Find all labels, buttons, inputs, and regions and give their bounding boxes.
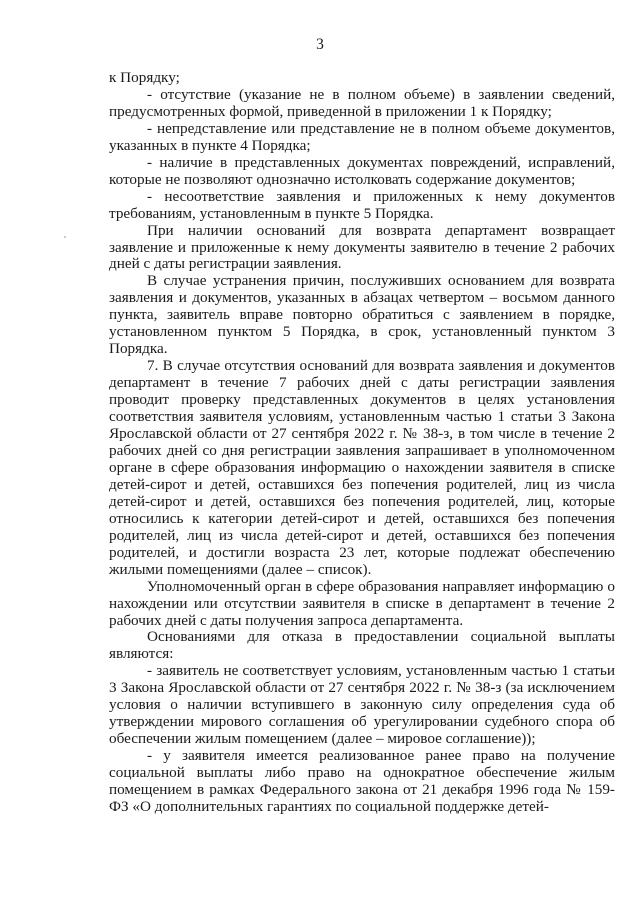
paragraph-damage: - наличие в представленных документах повреждений, исправлений, которые не позволяют однозначно истолковать содержание документов; (109, 153, 615, 188)
paragraph-cont: к Порядку; (109, 69, 180, 86)
document-body (109, 70, 615, 816)
paragraph-noncomply: - заявитель не соответствует условиям, установленным частью 1 статьи 3 Закона Ярославской области от 27 сентября 2022 г. № 38-з (за исключением условия о наличии вступившего в законную силу определения суда об утверждении мирового соглашения об урегулировании судебного спора об обеспечении жилым помещением (далее – мировое соглашение)); (109, 662, 615, 748)
scan-speck (64, 236, 66, 238)
page-number: 3 (316, 36, 324, 53)
paragraph-absence: - отсутствие (указание не в полном объеме) в заявлении сведений, предусмотренных формой, приведенной в приложении 1 к Порядку; (109, 85, 615, 120)
paragraph-realized: - у заявителя имеется реализованное ранее право на получение социальной выплаты либо право на однократное обеспечение жилым помещением в рамках Федерального закона от 21 декабря 1996 года № 159-ФЗ «О дополнительных гарантиях по социальной поддержке детей- (109, 747, 615, 815)
paragraph-nonsubmission: - непредставление или представление не в полном объеме документов, указанных в пункте 4 Порядка; (109, 119, 615, 154)
paragraph-return: При наличии оснований для возврата департамент возвращает заявление и приложенные к нему документы заявителю в течение 2 рабочих дней с даты регистрации заявления. (109, 221, 615, 273)
paragraph-refusal: Основаниями для отказа в предоставлении социальной выплаты являются: (109, 628, 615, 663)
paragraph-elimination: В случае устранения причин, послуживших основанием для возврата заявления и документов, указанных в абзацах четвертом – восьмом данного пункта, заявитель вправе повторно обратиться с заявлением в порядке, установленном пунктом 5 Порядка, в срок, установленный пунктом 3 Порядка. (109, 272, 615, 358)
paragraph-nonconformity: - несоответствие заявления и приложенных к нему документов требованиям, установленным в пункте 5 Порядка. (109, 187, 615, 222)
paragraph-item7: 7. В случае отсутствия оснований для возврата заявления и документов департамент в течение 7 рабочих дней с даты регистрации заявления проводит проверку представленных документов в целях установления соответствия заявителя условиям, установленным частью 1 статьи 3 Закона Ярославской области от 27 сентября 2022 г. № 38-з, в том числе в течение 2 рабочих дней со дня регистрации заявления запрашивает в уполномоченном органе в сфере образования информацию о нахождении заявителя в списке детей-сирот и детей, оставшихся без попечения родителей, лиц из числа детей-сирот и детей, оставшихся без попечения родителей, лиц, которые относились к категории детей-сирот и детей, оставшихся без попечения родителей, лиц из числа детей-сирот и детей, оставшихся без попечения родителей, и достигли возраста 23 лет, которые подлежат обеспечению жилыми помещениями (далее – список). (109, 357, 615, 578)
paragraph-authorized: Уполномоченный орган в сфере образования направляет информацию о нахождении или отсутствии заявителя в списке в департамент в течение 2 рабочих дней с даты получения запроса департамента. (109, 577, 615, 629)
